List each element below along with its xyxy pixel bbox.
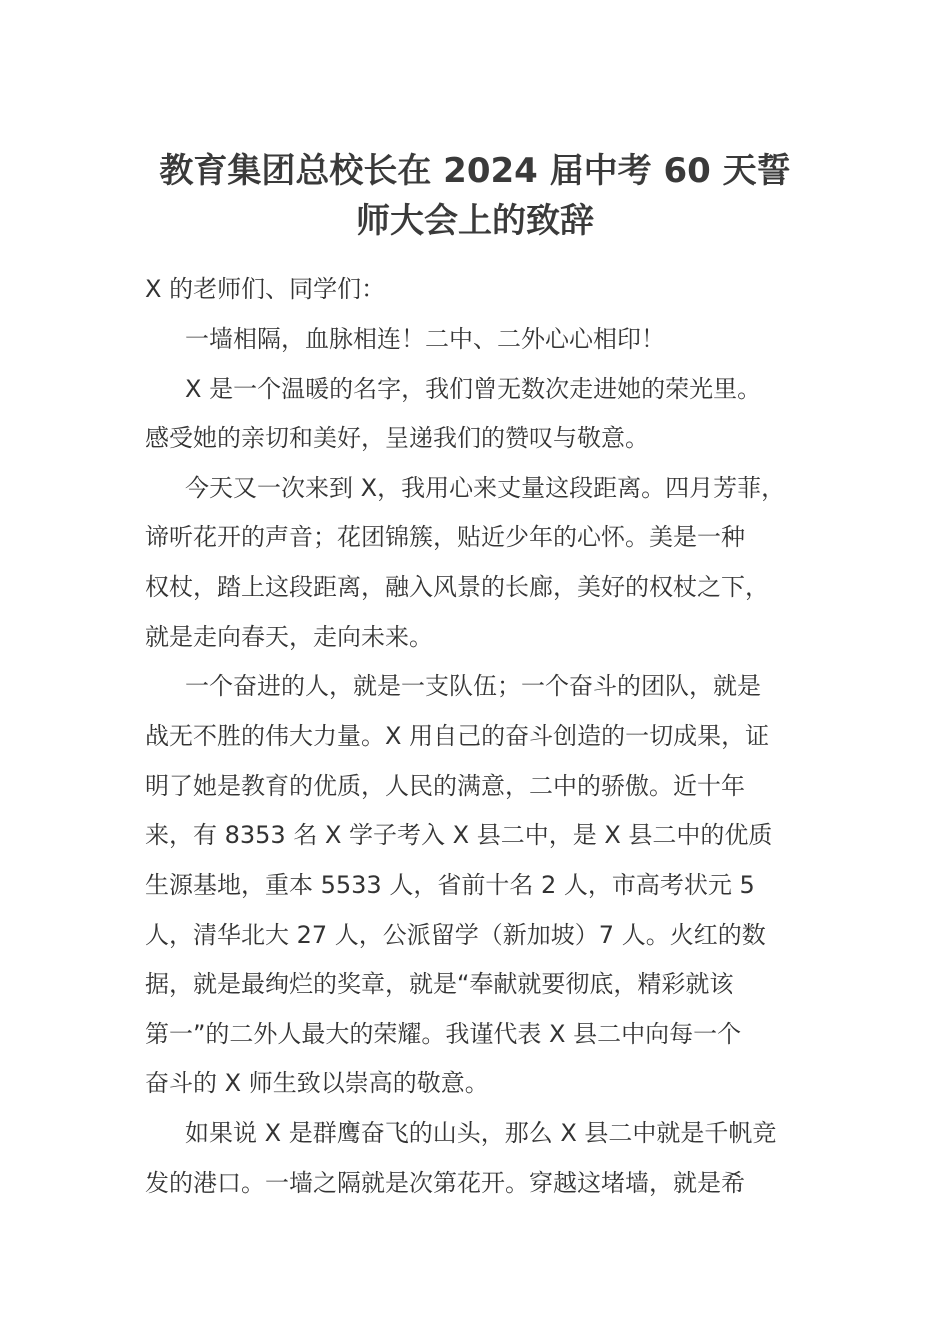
paragraph-line: 明了她是教育的优质，人民的满意，二中的骄傲。近十年 — [145, 772, 745, 800]
paragraph-line: 一墙相隔，血脉相连！二中、二外心心相印！ — [185, 325, 665, 353]
paragraph-line: 今天又一次来到 X，我用心来丈量这段距离。四月芳菲， — [185, 474, 786, 502]
paragraph-line: 发的港口。一墙之隔就是次第花开。穿越这堵墙，就是希 — [145, 1169, 745, 1197]
paragraph-line: 奋斗的 X 师生致以崇高的敬意。 — [145, 1069, 489, 1097]
paragraph-line: 据，就是最绚烂的奖章，就是“奉献就要彻底，精彩就该 — [145, 970, 734, 998]
paragraph-line: 来，有 8353 名 X 学子考入 X 县二中，是 X 县二中的优质 — [145, 821, 773, 849]
paragraph-line: 生源基地，重本 5533 人，省前十名 2 人，市高考状元 5 — [145, 871, 755, 899]
paragraph-line: 战无不胜的伟大力量。X 用自己的奋斗创造的一切成果，证 — [145, 722, 770, 750]
paragraph-line: 就是走向春天，走向未来。 — [145, 623, 433, 651]
title-line-1: 教育集团总校长在 2024 届中考 60 天誓 — [159, 151, 791, 191]
paragraph-line: 谛听花开的声音；花团锦簇，贴近少年的心怀。美是一种 — [145, 523, 745, 551]
paragraph-line: 第一”的二外人最大的荣耀。我谨代表 X 县二中向每一个 — [145, 1020, 742, 1048]
salutation-line: X 的老师们、同学们： — [145, 275, 386, 303]
document-title — [145, 146, 805, 246]
title-line-2: 师大会上的致辞 — [356, 201, 594, 241]
paragraph-line: 一个奋进的人，就是一支队伍；一个奋斗的团队，就是 — [185, 672, 761, 700]
paragraph-line: 感受她的亲切和美好，呈递我们的赞叹与敬意。 — [145, 424, 649, 452]
paragraph-line: 权杖，踏上这段距离，融入风景的长廊，美好的权杖之下， — [145, 573, 769, 601]
paragraph-line: 如果说 X 是群鹰奋飞的山头，那么 X 县二中就是千帆竞 — [185, 1119, 777, 1147]
paragraph-line: X 是一个温暖的名字，我们曾无数次走进她的荣光里。 — [185, 375, 762, 403]
paragraph-line: 人，清华北大 27 人，公派留学（新加坡）7 人。火红的数 — [145, 921, 766, 949]
